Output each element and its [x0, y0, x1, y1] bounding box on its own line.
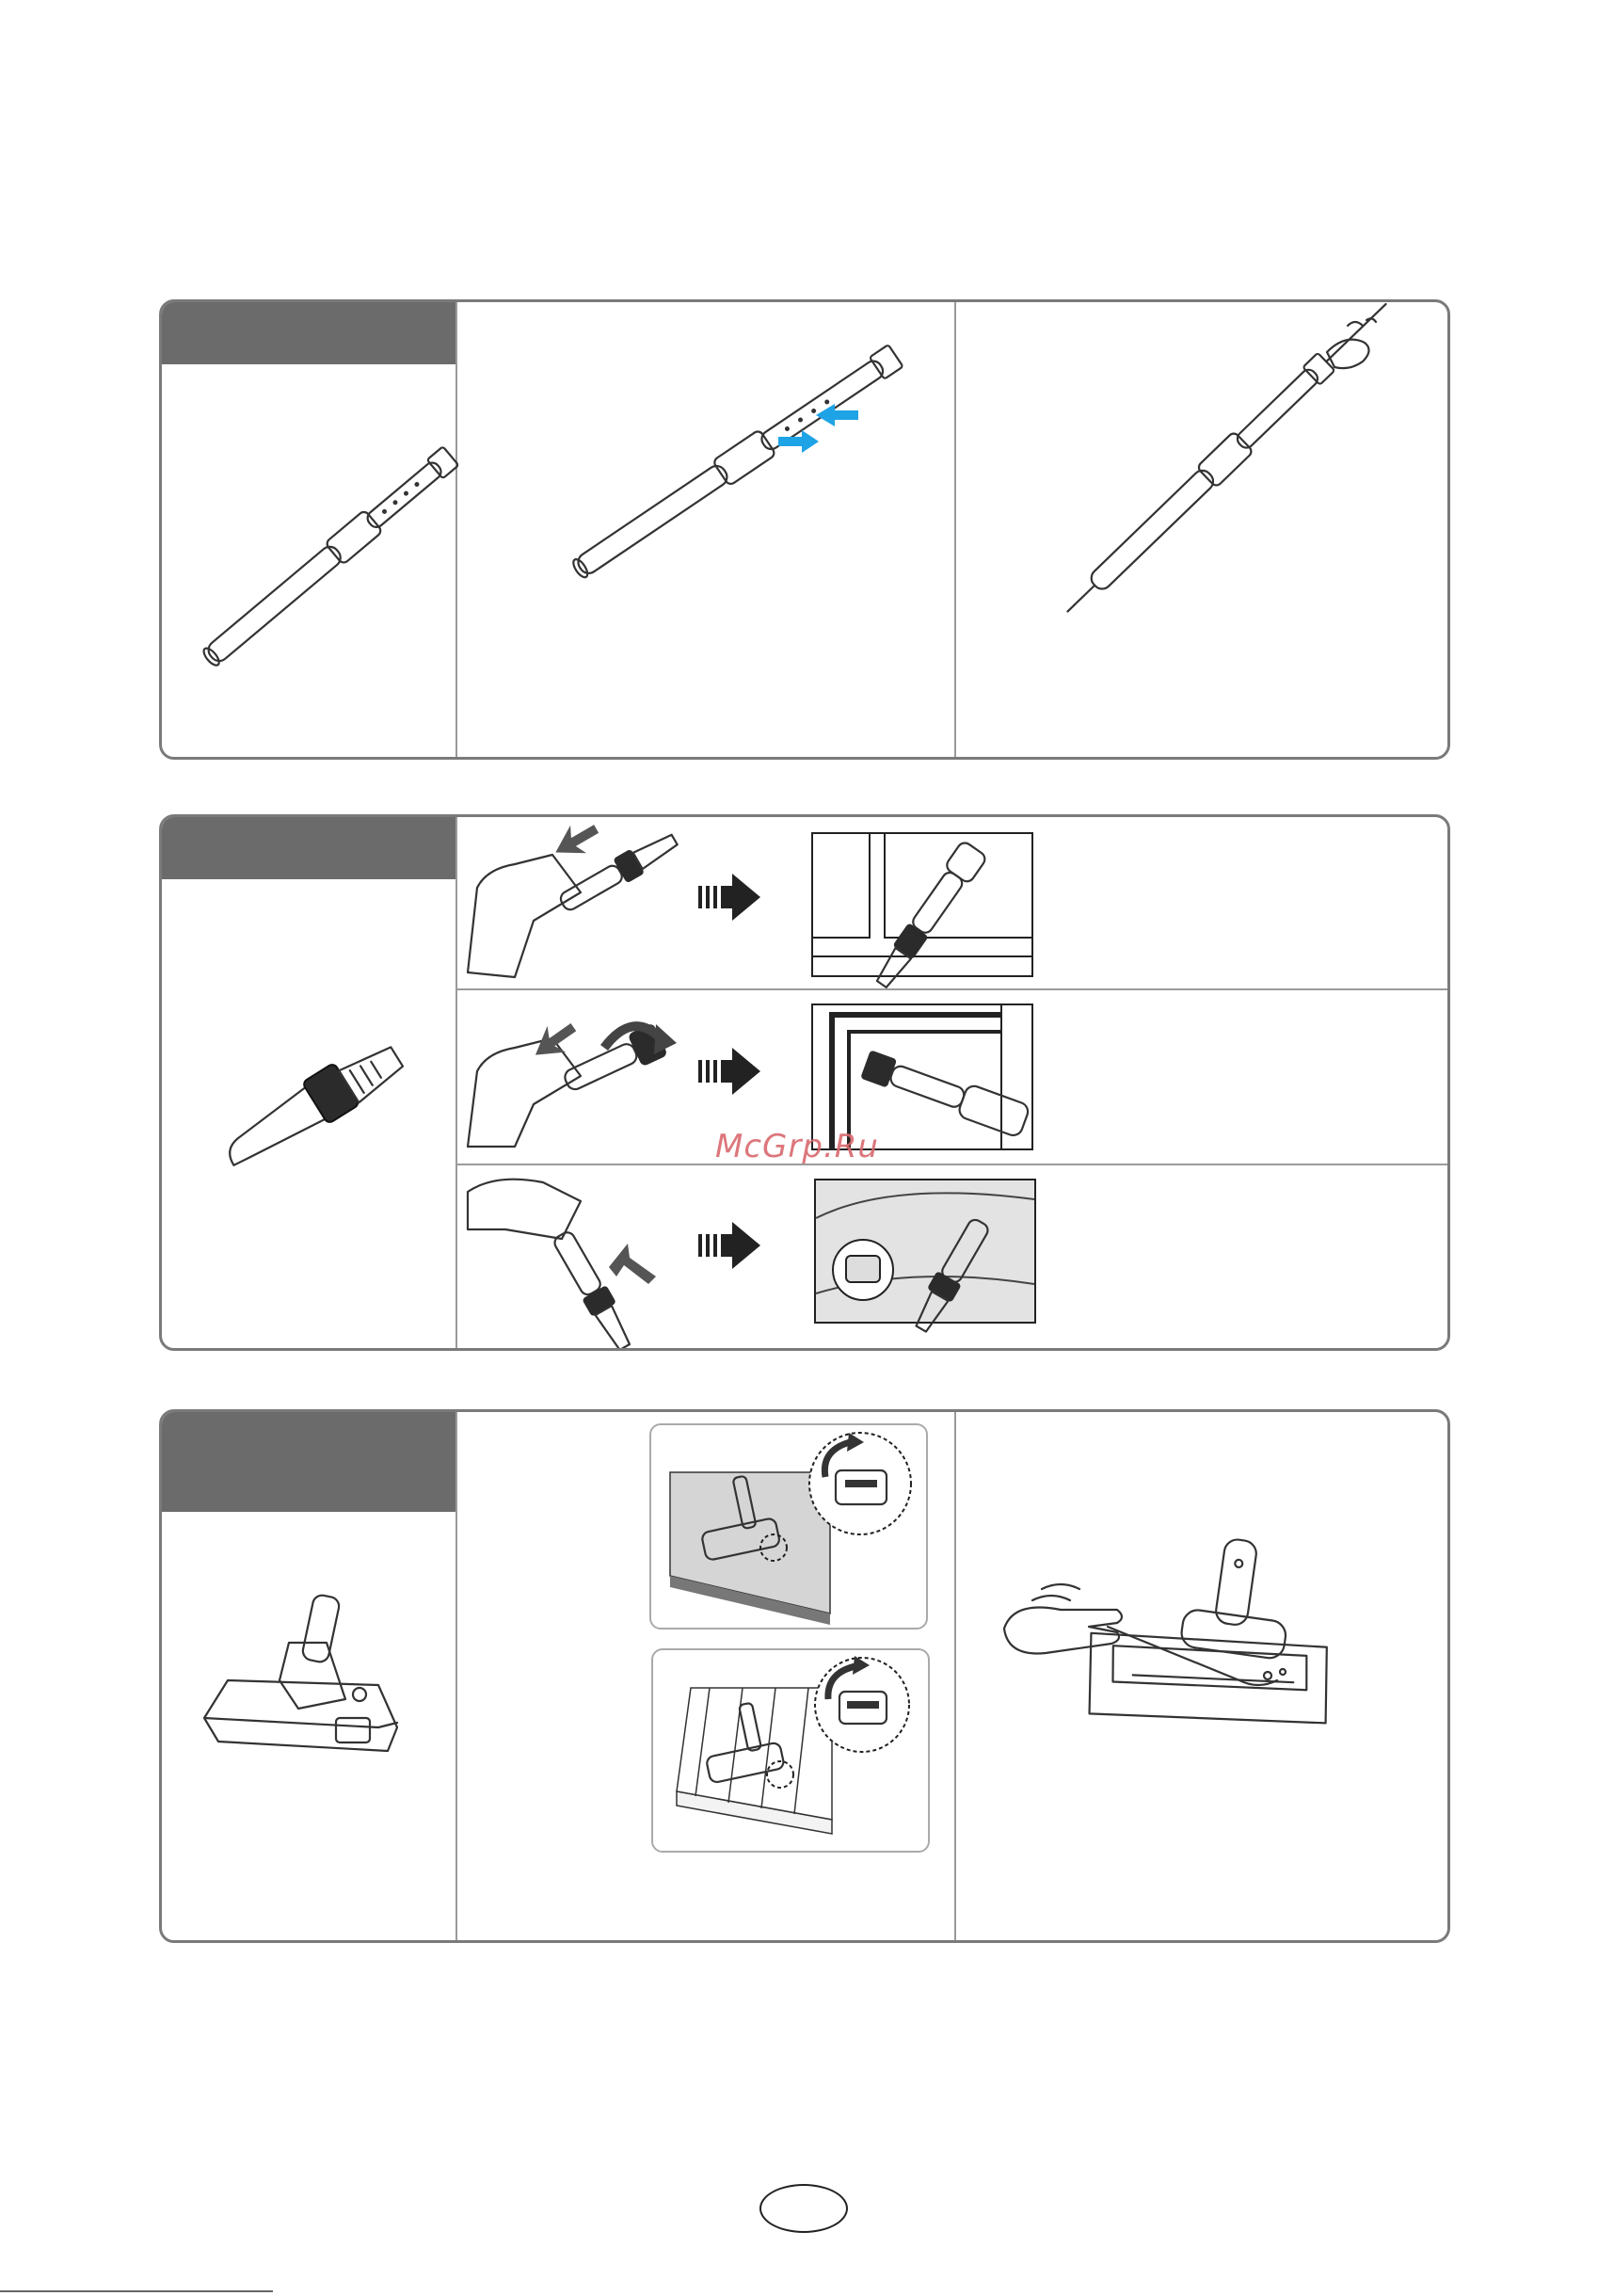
hard-floor-mode-inset — [651, 1648, 930, 1853]
pipe-length-adjust-illustration — [567, 321, 905, 566]
remove-blockage-illustration — [1004, 1516, 1381, 1789]
telescopic-pipe-illustration — [190, 443, 444, 698]
floor-brush-section-header — [162, 1412, 455, 1512]
page-number-badge — [759, 2184, 848, 2233]
attach-to-pipe-illustration — [468, 996, 694, 1156]
attach-rotated-illustration — [468, 1173, 694, 1342]
pipe-section-header — [162, 302, 455, 364]
floor-brush-illustration — [195, 1586, 430, 1803]
column-divider — [954, 1412, 956, 1940]
result-arrow-icon — [698, 1217, 764, 1274]
result-arrow-icon — [698, 1043, 764, 1100]
carpet-mode-inset — [649, 1423, 928, 1630]
row-divider — [455, 988, 1447, 990]
row-divider — [455, 1164, 1447, 1165]
crevice-tool-illustration — [214, 1034, 439, 1203]
crevice-section-header — [162, 817, 455, 879]
footer-line — [0, 2290, 273, 2292]
usage-frame-window-corner — [811, 832, 1033, 977]
result-arrow-icon — [698, 869, 764, 925]
usage-frame-sofa — [814, 1179, 1036, 1324]
telescopic-pipe-panel — [159, 299, 1450, 760]
insert-arrow-icon — [526, 1014, 583, 1068]
column-divider — [954, 302, 956, 757]
attach-to-handle-illustration — [468, 817, 694, 982]
hand-icon — [1004, 1608, 1122, 1654]
pipe-clear-blockage-illustration — [1009, 307, 1423, 618]
insert-arrow-icon — [609, 1244, 656, 1284]
crevice-tool-panel — [159, 814, 1450, 1351]
floor-brush-panel — [159, 1409, 1450, 1943]
watermark-text: McGrp.Ru — [715, 1128, 879, 1165]
